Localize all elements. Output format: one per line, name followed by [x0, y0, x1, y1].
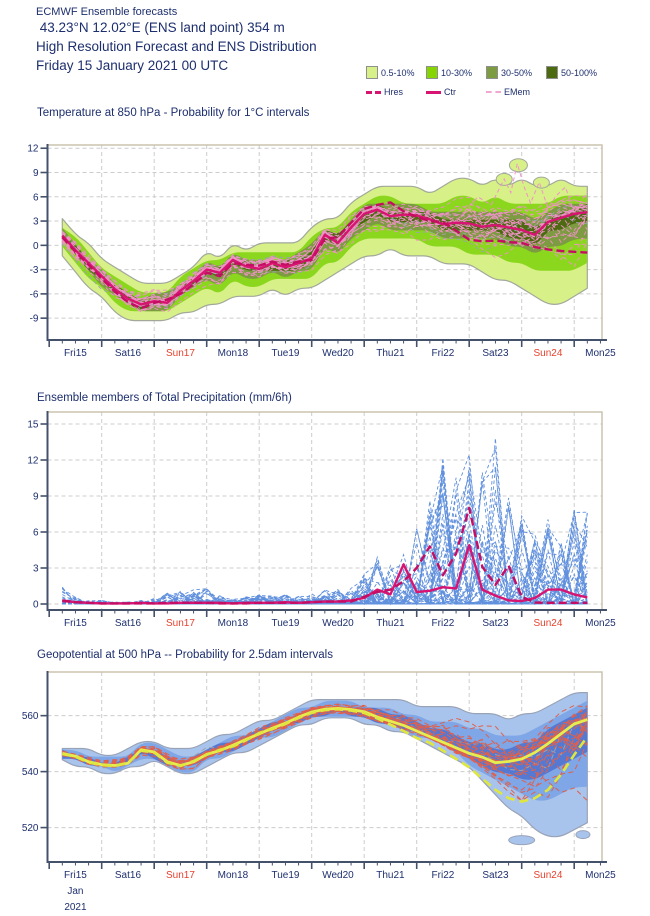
chart-1: [27, 144, 616, 359]
ensemble-member-line: [62, 465, 587, 605]
y-tick-label: 520: [21, 823, 39, 835]
ensemble-member-line: [62, 523, 587, 604]
band-blob: [509, 159, 527, 172]
y-tick-label: -3: [29, 265, 39, 277]
day-label: Sun17: [165, 348, 195, 359]
ensemble-member-line: [62, 525, 587, 604]
day-label: Fri15: [64, 348, 87, 359]
day-label: Mon25: [585, 870, 616, 881]
day-label: Sat23: [482, 348, 509, 359]
ensemble-member-line: [62, 472, 587, 604]
day-label: Wed20: [322, 348, 354, 359]
product-title-line: High Resolution Forecast and ENS Distribution: [36, 39, 317, 54]
basetime-line: Friday 15 January 2021 00 UTC: [36, 58, 229, 73]
ensemble-member-line: [62, 466, 587, 605]
ensemble-member-line: [62, 458, 587, 604]
chart-3: [22, 671, 616, 913]
y-tick-label: -6: [29, 289, 39, 301]
year-label: 2021: [64, 902, 87, 913]
band-blob: [533, 177, 549, 188]
ensemble-member-line: [62, 495, 587, 605]
band-inner-group: [62, 195, 587, 312]
day-label: Tue19: [271, 348, 300, 359]
day-label: Sat23: [482, 618, 509, 629]
day-label: Sun17: [165, 870, 195, 881]
day-label: Fri15: [64, 870, 87, 881]
day-label: Mon25: [585, 618, 616, 629]
day-label: Fri15: [64, 618, 87, 629]
day-label: Thu21: [376, 618, 405, 629]
y-tick-label: 12: [27, 455, 39, 467]
day-label: Fri22: [431, 618, 455, 629]
y-tick-label: 560: [21, 711, 39, 723]
month-label: Jan: [67, 886, 84, 897]
day-label: Fri22: [431, 348, 455, 359]
ensemble-member-line: [62, 521, 587, 604]
day-label: Mon18: [217, 618, 249, 629]
y-tick-label: 3: [32, 563, 39, 575]
ensemble-member-line: [62, 467, 587, 604]
day-label: Mon18: [217, 348, 249, 359]
day-label: Sun24: [533, 870, 563, 881]
band-blob: [576, 831, 590, 839]
day-label: Sun24: [533, 348, 563, 359]
y-tick-label: 0: [32, 599, 39, 611]
plot-content: [62, 178, 587, 320]
band-blob: [509, 836, 535, 845]
y-tick-label: -9: [29, 313, 39, 325]
day-label: Wed20: [322, 618, 354, 629]
location-line: 43.23°N 12.02°E (ENS land point) 354 m: [36, 20, 285, 35]
day-label: Sat16: [114, 348, 142, 359]
chart1-title: Temperature at 850 hPa - Probability for 1°C intervals: [37, 107, 310, 119]
chart-2: [27, 411, 616, 629]
y-tick-label: 6: [32, 192, 39, 204]
day-label: Tue19: [271, 870, 300, 881]
day-label: Sun17: [165, 618, 195, 629]
plot-content: [62, 438, 587, 604]
ensemble-member-line: [62, 497, 587, 604]
ensemble-member-line: [62, 467, 587, 604]
day-label: Wed20: [322, 870, 354, 881]
legend-label: Hres: [384, 87, 404, 97]
ensemble-member-line: [62, 468, 587, 604]
ensemble-member-line: [62, 448, 587, 604]
ensemble-member-line: [62, 496, 587, 604]
day-label: Sun24: [533, 618, 563, 629]
day-label: Tue19: [271, 618, 300, 629]
day-label: Thu21: [376, 870, 405, 881]
ensemble-member-line: [62, 473, 587, 604]
y-tick-label: 15: [27, 419, 39, 431]
y-tick-label: 9: [32, 491, 39, 503]
day-label: Thu21: [376, 348, 405, 359]
product-name: ECMWF Ensemble forecasts: [36, 6, 178, 18]
day-label: Mon18: [217, 870, 249, 881]
ensemble-member-line: [62, 528, 587, 605]
chart3-title: Geopotential at 500 hPa -- Probability for 2.5dam intervals: [37, 649, 333, 661]
day-label: Sat16: [114, 618, 142, 629]
ensemble-member-line: [62, 471, 587, 604]
legend-label: Ctr: [444, 87, 456, 97]
legend-label: 50-100%: [561, 67, 598, 78]
y-tick-label: 0: [32, 240, 39, 252]
ensemble-member-line: [62, 527, 587, 604]
ensemble-member-line: [62, 525, 587, 604]
y-tick-label: 540: [21, 767, 39, 779]
ensemble-member-line: [62, 472, 587, 604]
day-label: Sat23: [482, 870, 509, 881]
y-tick-label: 12: [27, 143, 39, 155]
day-label: Mon25: [585, 348, 616, 359]
y-tick-label: 9: [32, 168, 39, 180]
plot-content: [62, 693, 587, 837]
ensemble-member-line: [62, 498, 587, 604]
legend-label: EMem: [504, 87, 531, 97]
legend-label: 0.5-10%: [381, 67, 415, 78]
ensemble-member-line: [62, 544, 587, 604]
legend-label: 30-50%: [501, 67, 533, 78]
ensemble-member-line: [62, 455, 587, 604]
y-tick-label: 3: [32, 216, 39, 228]
y-tick-label: 6: [32, 527, 39, 539]
day-label: Fri22: [431, 870, 455, 881]
legend-label: 10-30%: [441, 67, 473, 78]
day-label: Sat16: [114, 870, 142, 881]
ensemble-member-line: [62, 438, 587, 604]
ensemble-member-line: [62, 543, 587, 604]
chart2-title: Ensemble members of Total Precipitation (mm/6h): [37, 392, 292, 404]
